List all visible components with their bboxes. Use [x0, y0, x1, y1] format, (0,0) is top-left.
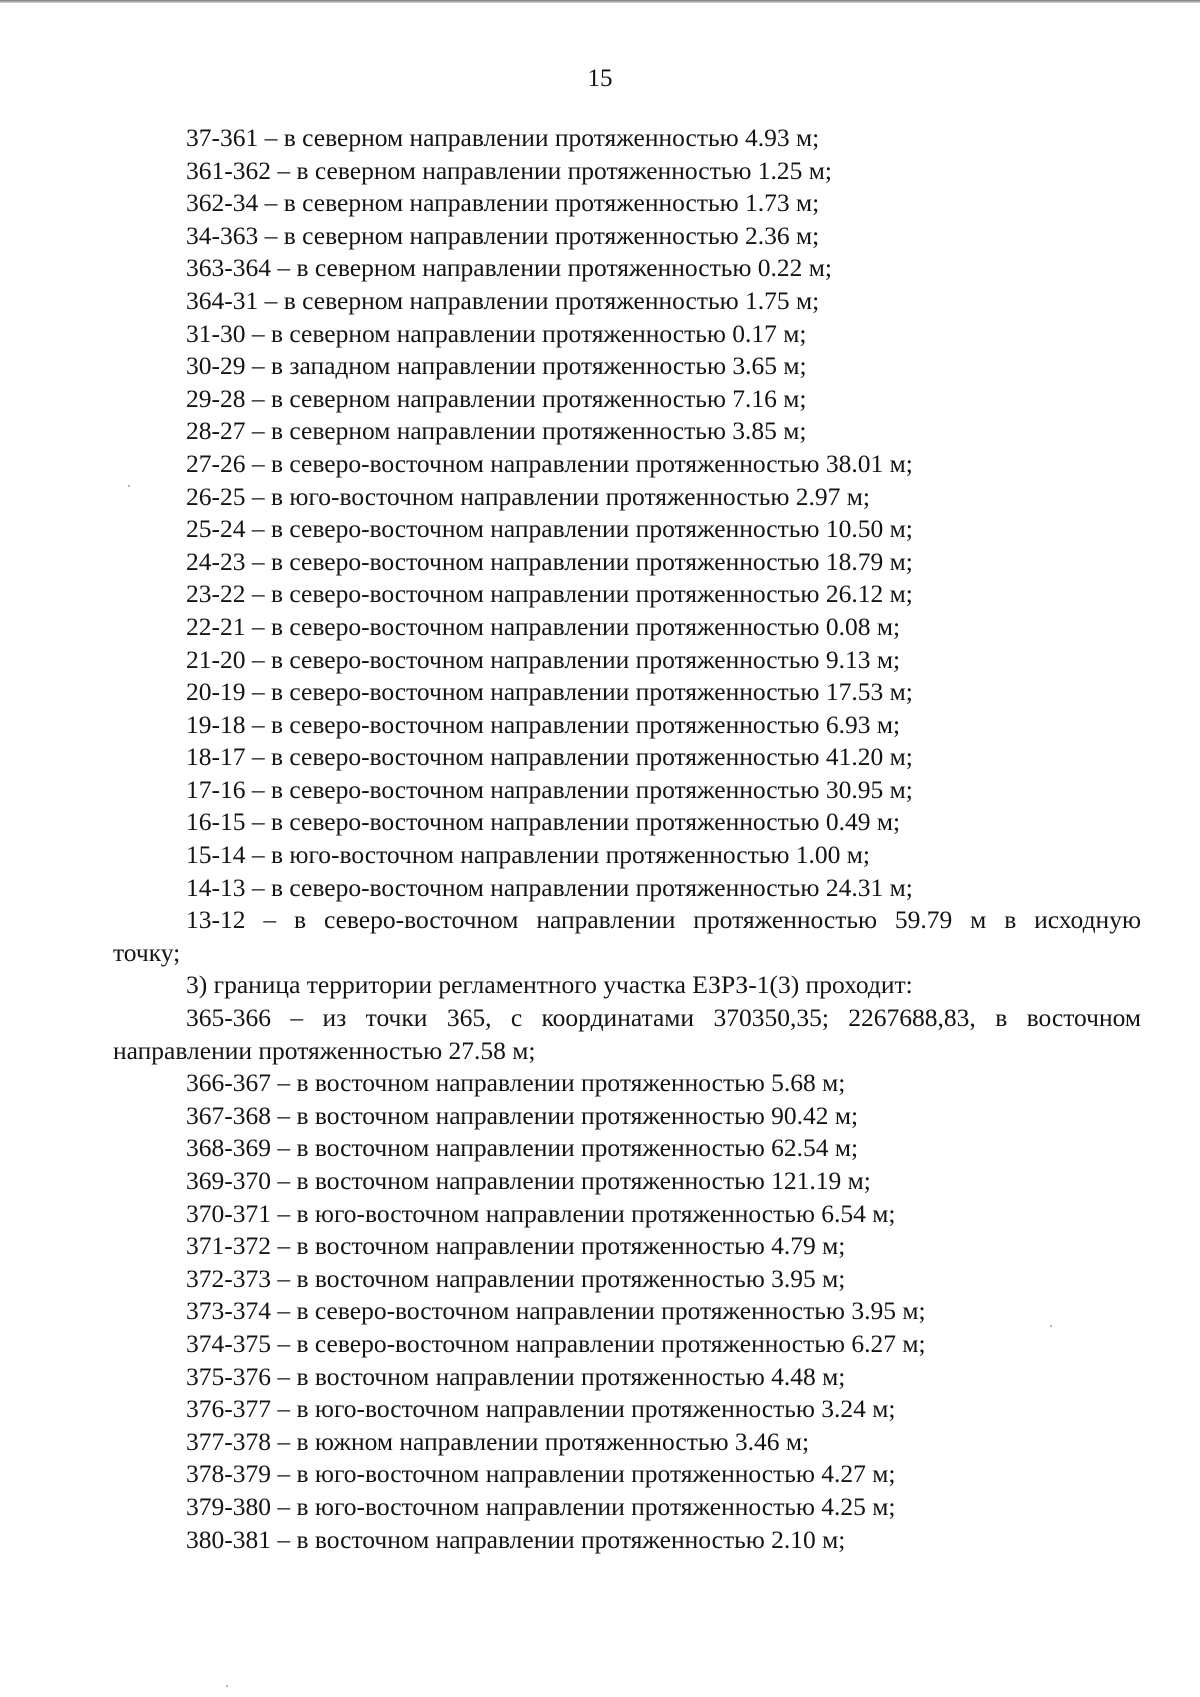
- boundary-segment-line: 376-377 – в юго-восточном направлении протяженностью 3.24 м;: [186, 1394, 896, 1424]
- segment-13-12-continuation: точку;: [113, 937, 181, 967]
- boundary-segment-line: 368-369 – в восточном направлении протяженностью 62.54 м;: [186, 1133, 859, 1163]
- boundary-segment-line: 380-381 – в восточном направлении протяженностью 2.10 м;: [186, 1524, 846, 1554]
- page-number: 15: [587, 65, 613, 92]
- boundary-segment-line: 366-367 – в восточном направлении протяженностью 5.68 м;: [186, 1068, 846, 1098]
- boundary-segments-part1: [113, 122, 1141, 904]
- segment-13-12: [113, 904, 1141, 969]
- scan-speck: [226, 1685, 228, 1687]
- boundary-segment-line: 364-31 – в северном направлении протяженностью 1.75 м;: [186, 285, 820, 315]
- boundary-segment-line: 20-19 – в северо-восточном направлении протяженностью 17.53 м;: [186, 677, 913, 707]
- boundary-segment-line: 369-370 – в восточном направлении протяженностью 121.19 м;: [186, 1166, 871, 1195]
- boundary-segment-line: 363-364 – в северном направлении протяженностью 0.22 м;: [186, 253, 833, 283]
- segment-365-366: [113, 1002, 1141, 1067]
- boundary-segment-line: 378-379 – в юго-восточном направлении протяженностью 4.27 м;: [186, 1459, 896, 1489]
- boundary-segment-line: 361-362 – в северном направлении протяженностью 1.25 м;: [186, 155, 833, 185]
- boundary-segment-line: 37-361 – в северном направлении протяженностью 4.93 м;: [186, 123, 820, 152]
- boundary-segment-line: 22-21 – в северо-восточном направлении протяженностью 0.08 м;: [186, 611, 901, 641]
- boundary-segment-line: 15-14 – в юго-восточном направлении протяженностью 1.00 м;: [186, 840, 871, 870]
- boundary-segment-line: 17-16 – в северо-восточном направлении протяженностью 30.95 м;: [186, 774, 913, 804]
- boundary-segment-line: 375-376 – в восточном направлении протяженностью 4.48 м;: [186, 1361, 846, 1391]
- boundary-segment-line: 24-23 – в северо-восточном направлении протяженностью 18.79 м;: [186, 546, 913, 576]
- boundary-segment-line: 18-17 – в северо-восточном направлении протяженностью 41.20 м;: [186, 742, 913, 772]
- scan-top-edge: [0, 0, 1200, 3]
- boundary-segment-line: 29-28 – в северном направлении протяженностью 7.16 м;: [186, 383, 807, 413]
- boundary-segment-line: 14-13 – в северо-восточном направлении протяженностью 24.31 м;: [186, 872, 913, 902]
- document-body: [113, 122, 1141, 1556]
- boundary-segment-line: 23-22 – в северо-восточном направлении протяженностью 26.12 м;: [186, 579, 913, 609]
- boundary-segment-line: 362-34 – в северном направлении протяженностью 1.73 м;: [186, 188, 820, 218]
- boundary-segment-line: 377-378 – в южном направлении протяженностью 3.46 м;: [186, 1426, 810, 1456]
- segment-365-366-text: 365-366 – из точки 365, с координатами 370350,35; 2267688,83, в восточном: [186, 1003, 1141, 1033]
- boundary-segment-line: 16-15 – в северо-восточном направлении протяженностью 0.49 м;: [186, 807, 901, 837]
- section-3-heading: 3) граница территории регламентного участка ЕЗРЗ-1(3) проходит:: [186, 970, 913, 1000]
- boundary-segment-line: 27-26 – в северо-восточном направлении протяженностью 38.01 м;: [186, 448, 913, 478]
- boundary-segment-line: 21-20 – в северо-восточном направлении протяженностью 9.13 м;: [186, 644, 901, 674]
- segment-13-12-text: 13-12 – в северо-восточном направлении протяженностью 59.79 м в исходную: [186, 905, 1141, 935]
- boundary-segment-line: 25-24 – в северо-восточном направлении протяженностью 10.50 м;: [186, 514, 913, 544]
- boundary-segment-line: 367-368 – в восточном направлении протяженностью 90.42 м;: [186, 1100, 859, 1130]
- boundary-segment-line: 370-371 – в юго-восточном направлении протяженностью 6.54 м;: [186, 1198, 896, 1228]
- boundary-segment-line: 34-363 – в северном направлении протяженностью 2.36 м;: [186, 220, 820, 250]
- boundary-segment-line: 373-374 – в северо-восточном направлении протяженностью 3.95 м;: [186, 1296, 926, 1326]
- boundary-segment-line: 26-25 – в юго-восточном направлении протяженностью 2.97 м;: [186, 481, 871, 511]
- segment-365-366-continuation: направлении протяженностью 27.58 м;: [113, 1035, 536, 1065]
- boundary-segment-line: 19-18 – в северо-восточном направлении протяженностью 6.93 м;: [186, 709, 901, 739]
- boundary-segment-line: 371-372 – в восточном направлении протяженностью 4.79 м;: [186, 1231, 846, 1261]
- boundary-segment-line: 374-375 – в северо-восточном направлении протяженностью 6.27 м;: [186, 1328, 926, 1358]
- boundary-segment-line: 372-373 – в восточном направлении протяженностью 3.95 м;: [186, 1263, 846, 1293]
- scan-speck: [128, 485, 130, 487]
- scan-speck: [1050, 1325, 1052, 1327]
- boundary-segment-line: 379-380 – в юго-восточном направлении протяженностью 4.25 м;: [186, 1491, 896, 1521]
- boundary-segment-line: 28-27 – в северном направлении протяженностью 3.85 м;: [186, 416, 807, 446]
- boundary-segments-part2: [113, 1067, 1141, 1556]
- boundary-segment-line: 30-29 – в западном направлении протяженностью 3.65 м;: [186, 351, 807, 381]
- boundary-segment-line: 31-30 – в северном направлении протяженностью 0.17 м;: [186, 318, 807, 348]
